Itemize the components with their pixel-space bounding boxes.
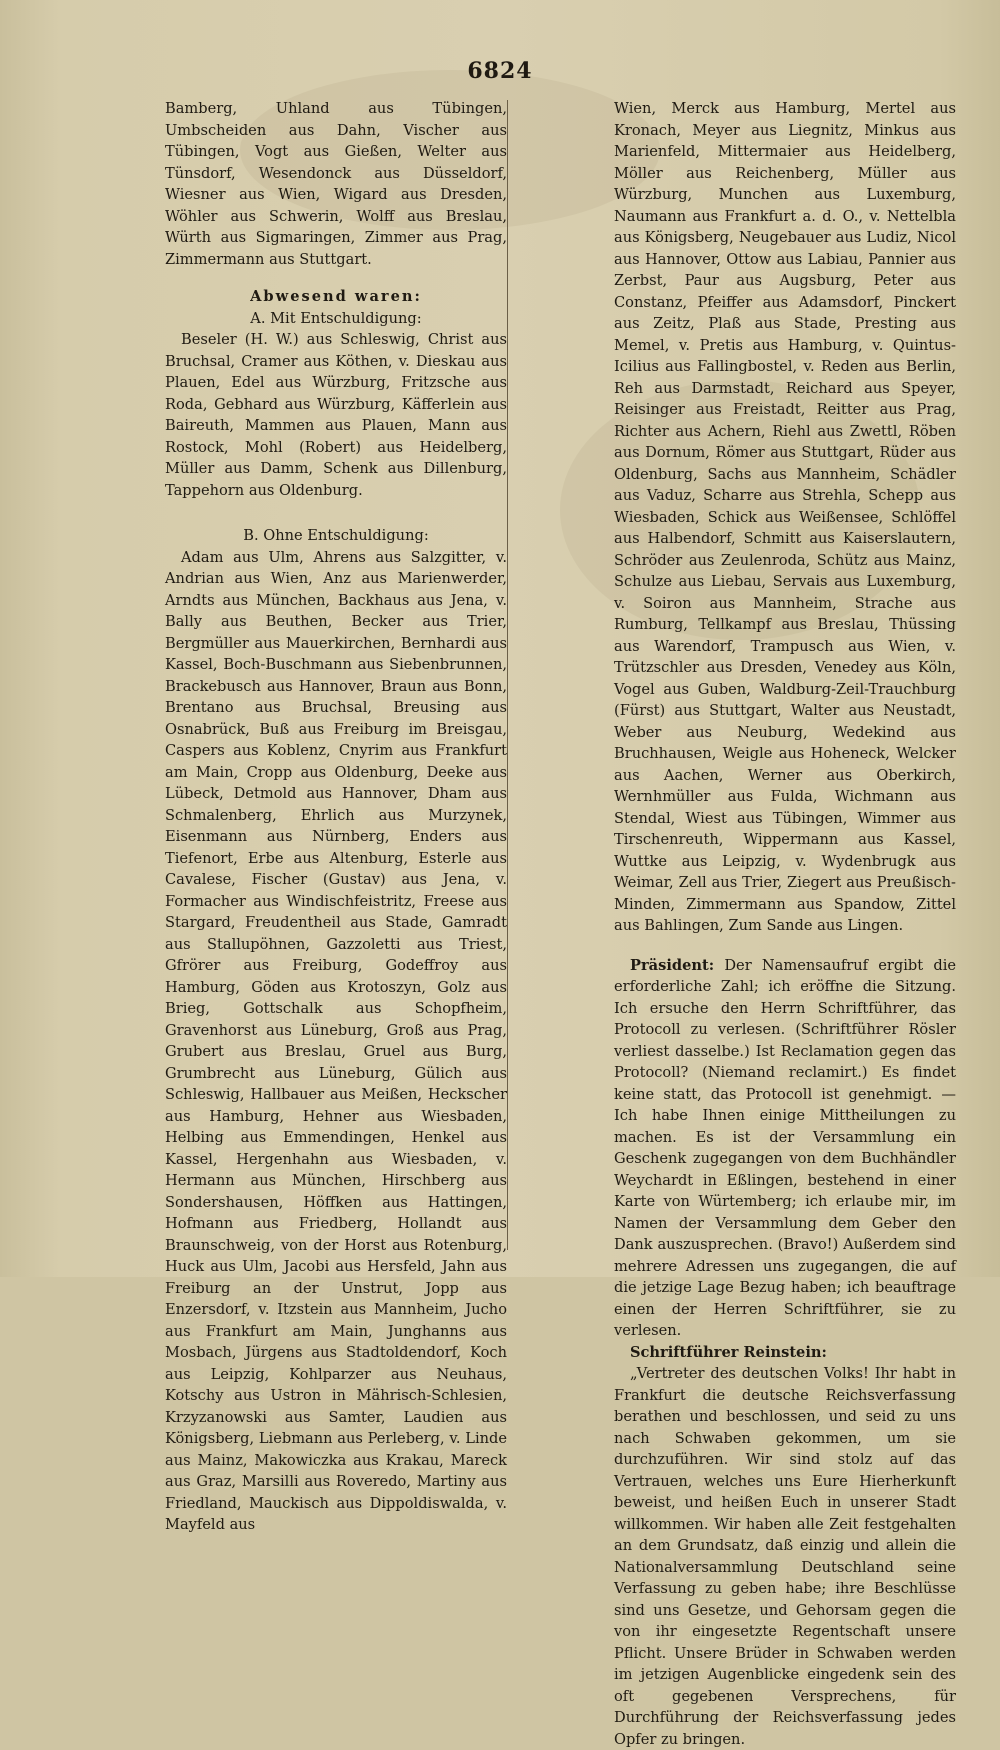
page-number: 6824: [467, 58, 533, 84]
section-b-title: B. Ohne Entschuldigung:: [243, 527, 429, 544]
president-speech: Der Namensaufruf ergibt die erforderliche Zahl; ich eröffne die Sitzung. Ich ersuche den Herrn Schriftführer, das Protocoll zu verlesen. (Schriftführer Rösler verliest dasselbe.) Ist Reclamation gegen das Protocoll? (Niemand reclamirt.) Es findet keine statt, das Protocoll ist genehmigt. — Ich habe Ihnen einige Mittheilungen zu machen. Es ist der Versammlung ein Geschenk zugegangen von dem Buchhändler Weychardt in Eßlingen, bestehend in einer Karte von Würtemberg; ich erlaube mir, im Namen der Versammlung dem Geber den Dank auszusprechen. (Bravo!) Außerdem sind mehrere Adressen uns zugegangen, die auf die jetzige Lage Bezug haben; ich beauftrage einen der Herren Schriftführer, sie zu verlesen.: [614, 956, 956, 1339]
president-label: Präsident:: [630, 956, 715, 974]
secretary-speech: „Vertreter des deutschen Volks! Ihr habt in Frankfurt die deutsche Reichsverfassung berathen und beschlossen, und seid zu uns nach Schwaben gekommen, um sie durchzuführen. Wir sind stolz auf das Vertrauen, welches uns Eure Hierherkunft beweist, und heißen Euch in unserer Stadt willkommen. Wir haben alle Zeit festgehalten an dem Grundsatz, daß einzig und allein die Nationalversammlung Deutschland seine Verfassung zu geben habe; ihre Beschlüsse sind uns Gesetze, und Gehorsam gegen die von ihr eingesetzte Regentschaft unsere Pflicht. Unsere Brüder in Schwaben werden im jetzigen Augenblicke eingedenk sein des oft gegebenen Versprechens, für Durchführung der Reichsverfassung jedes Opfer zu bringen.: [614, 1365, 956, 1748]
present-list-end: Bamberg, Uhland aus Tübingen, Umbscheiden aus Dahn, Vischer aus Tübingen, Vogt aus Gießen, Welter aus Tünsdorf, Wesendonck aus Düsseldorf, Wiesner aus Wien, Wigard aus Dresden, Wöhler aus Schwerin, Wolff aus Breslau, Würth aus Sigmaringen, Zimmer aus Prag, Zimmermann aus Stuttgart.: [165, 100, 507, 268]
section-b-list: Adam aus Ulm, Ahrens aus Salzgitter, v. Andrian aus Wien, Anz aus Marienwerder, Arndts aus München, Backhaus aus Jena, v. Bally aus Beuthen, Becker aus Trier, Bergmüller aus Mauerkirchen, Bernhardi aus Kassel, Boch-Buschmann aus Siebenbrunnen, Brackebusch aus Hannover, Braun aus Bonn, Brentano aus Bruchsal, Breusing aus Osnabrück, Buß aus Freiburg im Breisgau, Caspers aus Koblenz, Cnyrim aus Frankfurt am Main, Cropp aus Oldenburg, Deeke aus Lübeck, Detmold aus Hannover, Dham aus Schmalenberg, Ehrlich aus Murzynek, Eisenmann aus Nürnberg, Enders aus Tiefenort, Erbe aus Altenburg, Esterle aus Cavalese, Fischer (Gustav) aus Jena, v. Formacher aus Windischfeistritz, Freese aus Stargard, Freudentheil aus Stade, Gamradt aus Stallupöhnen, Gazzoletti aus Triest, Gfrörer aus Freiburg, Godeffroy aus Hamburg, Göden aus Krotoszyn, Golz aus Brieg, Gottschalk aus Schopfheim, Gravenhorst aus Lüneburg, Groß aus Prag, Grubert aus Breslau, Gruel aus Burg, Grumbrecht aus Lüneburg, Gülich aus Schleswig, Hallbauer aus Meißen, Heckscher aus Hamburg, Hehner aus Wiesbaden, Helbing aus Emmendingen, Henkel aus Kassel, Hergenhahn aus Wiesbaden, v. Hermann aus München, Hirschberg aus Sondershausen, Höffken aus Hattingen, Hofmann aus Friedberg, Hollandt aus Braunschweig, von der Horst aus Rotenburg, Huck aus Ulm, Jacobi aus Hersfeld, Jahn aus Freiburg an der Unstrut, Jopp aus Enzersdorf, v. Itzstein aus Mannheim, Jucho aus Frankfurt am Main, Junghanns aus Mosbach, Jürgens aus Stadtoldendorf, Koch aus Leipzig, Kohlparzer aus Neuhaus, Kotschy aus Ustron in Mährisch-Schlesien, Krzyzanowski aus Samter, Laudien aus Königsberg, Liebmann aus Perleberg, v. Linde aus Mainz, Makowiczka aus Krakau, Mareck aus Graz, Marsilli aus Roveredo, Martiny aus Friedland, Mauckisch aus Dippoldiswalda, v. Mayfeld aus: [165, 548, 507, 1533]
left-column: [165, 98, 507, 1536]
section-a-list: Beseler (H. W.) aus Schleswig, Christ aus Bruchsal, Cramer aus Köthen, v. Dieskau aus Plauen, Edel aus Würzburg, Fritzsche aus Roda, Gebhard aus Würzburg, Käfferlein aus Baireuth, Mammen aus Plauen, Mann aus Rostock, Mohl (Robert) aus Heidelberg, Müller aus Damm, Schenk aus Dillenburg, Tappehorn aus Oldenburg.: [165, 331, 507, 499]
secretary-label: Schriftführer Reinstein:: [630, 1343, 827, 1361]
absent-heading: Abwesend waren:: [250, 288, 422, 305]
section-a-title: A. Mit Entschuldigung:: [250, 309, 422, 327]
absent-list-continuation: Wien, Merck aus Hamburg, Mertel aus Kronach, Meyer aus Liegnitz, Minkus aus Marienfeld, Mittermaier aus Heidelberg, Möller aus Reichenberg, Müller aus Würzburg, Munchen aus Luxemburg, Naumann aus Frankfurt a. d. O., v. Nettelbla aus Königsberg, Neugebauer aus Ludiz, Nicol aus Hannover, Ottow aus Labiau, Pannier aus Zerbst, Paur aus Augsburg, Peter aus Constanz, Pfeiffer aus Adamsdorf, Pinckert aus Zeitz, Plaß aus Stade, Presting aus Memel, v. Pretis aus Hamburg, v. Quintus-Icilius aus Fallingbostel, v. Reden aus Berlin, Reh aus Darmstadt, Reichard aus Speyer, Reisinger aus Freistadt, Reitter aus Prag, Richter aus Achern, Riehl aus Zwettl, Röben aus Dornum, Römer aus Stuttgart, Rüder aus Oldenburg, Sachs aus Mannheim, Schädler aus Vaduz, Scharre aus Strehla, Schepp aus Wiesbaden, Schick aus Weißensee, Schlöffel aus Halbendorf, Schmitt aus Kaiserslautern, Schröder aus Zeulenroda, Schütz aus Mainz, Schulze aus Liebau, Servais aus Luxemburg, v. Soiron aus Mannheim, Strache aus Rumburg, Tellkampf aus Breslau, Thüssing aus Warendorf, Trampusch aus Wien, v. Trützschler aus Dresden, Venedey aus Köln, Vogel aus Guben, Waldburg-Zeil-Trauchburg (Fürst) aus Stuttgart, Walter aus Neustadt, Weber aus Neuburg, Wedekind aus Bruchhausen, Weigle aus Hoheneck, Welcker aus Aachen, Werner aus Oberkirch, Wernhmüller aus Fulda, Wichmann aus Stendal, Wiest aus Tübingen, Wimmer aus Tirschenreuth, Wippermann aus Kassel, Wuttke aus Leipzig, v. Wydenbrugk aus Weimar, Zell aus Trier, Ziegert aus Preußisch-Minden, Zimmermann aus Spandow, Zittel aus Bahlingen, Zum Sande aus Lingen.: [614, 100, 956, 934]
president-paragraph: [614, 955, 956, 1342]
right-column: [614, 98, 956, 1750]
column-divider: [507, 100, 508, 1250]
